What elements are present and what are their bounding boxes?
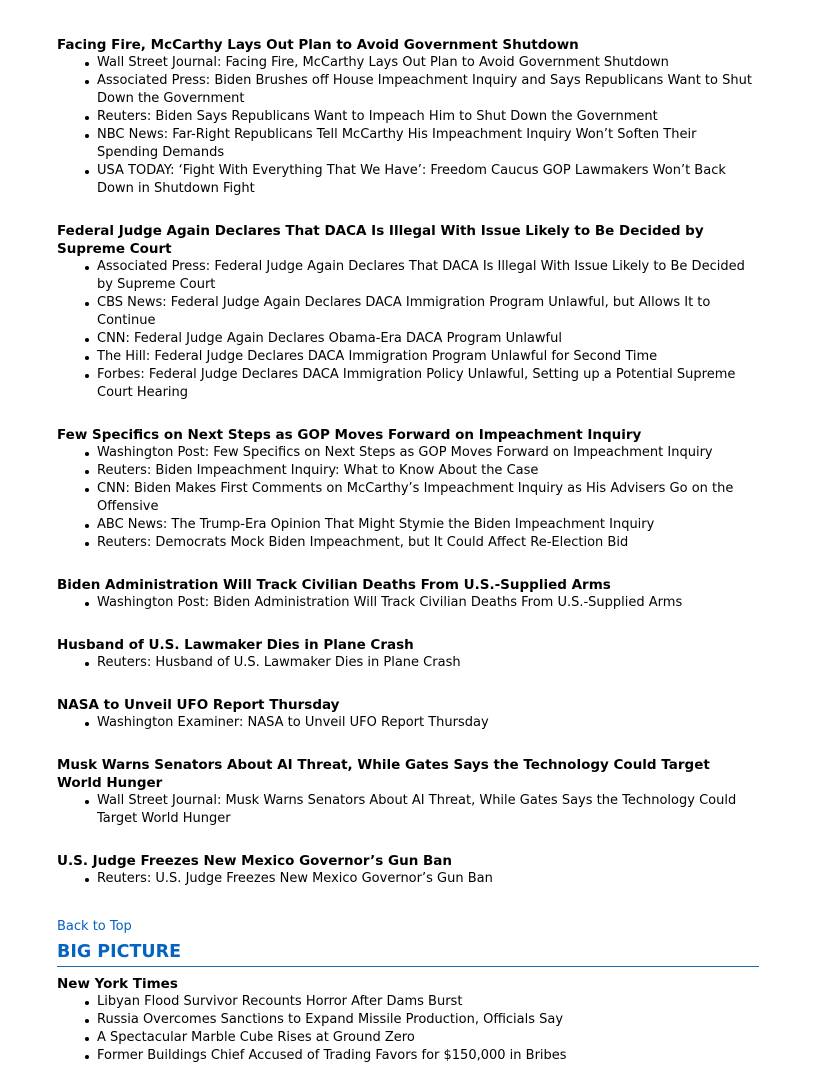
story-link-list	[57, 444, 759, 552]
story-block	[57, 36, 759, 198]
story-link-list	[57, 714, 759, 732]
story-link-list	[57, 54, 759, 198]
section-heading-big-picture: BIG PICTURE	[57, 940, 759, 967]
story-list	[57, 36, 759, 888]
story-link-item[interactable]: Reuters: Biden Impeachment Inquiry: What to Know About the Case	[97, 462, 759, 480]
story-link-item[interactable]: ABC News: The Trump-Era Opinion That Might Stymie the Biden Impeachment Inquiry	[97, 516, 759, 534]
story-link-item[interactable]: Reuters: U.S. Judge Freezes New Mexico Governor’s Gun Ban	[97, 870, 759, 888]
story-link-item[interactable]: Washington Post: Biden Administration Will Track Civilian Deaths From U.S.-Supplied Arms	[97, 594, 759, 612]
story-link-list	[57, 654, 759, 672]
story-headline: NASA to Unveil UFO Report Thursday	[57, 697, 340, 713]
story-block	[57, 576, 759, 612]
story-headline: Musk Warns Senators About AI Threat, While Gates Says the Technology Could Target World Hunger	[57, 757, 710, 791]
story-link-item[interactable]: CBS News: Federal Judge Again Declares DACA Immigration Program Unlawful, but Allows It to Continue	[97, 294, 759, 330]
story-block	[57, 222, 759, 402]
story-link-item[interactable]: Reuters: Democrats Mock Biden Impeachment, but It Could Affect Re-Election Bid	[97, 534, 759, 552]
story-link-item[interactable]: NBC News: Far-Right Republicans Tell McCarthy His Impeachment Inquiry Won’t Soften Their Spending Demands	[97, 126, 759, 162]
story-link-item[interactable]: CNN: Biden Makes First Comments on McCarthy’s Impeachment Inquiry as His Advisers Go on the Offensive	[97, 480, 759, 516]
story-headline: Husband of U.S. Lawmaker Dies in Plane Crash	[57, 637, 414, 653]
story-block	[57, 756, 759, 828]
story-link-item[interactable]: Wall Street Journal: Facing Fire, McCarthy Lays Out Plan to Avoid Government Shutdown	[97, 54, 759, 72]
story-link-item[interactable]: Washington Post: Few Specifics on Next Steps as GOP Moves Forward on Impeachment Inquiry	[97, 444, 759, 462]
story-block	[57, 852, 759, 888]
story-link-item[interactable]: USA TODAY: ‘Fight With Everything That We Have’: Freedom Caucus GOP Lawmakers Won’t Back Down in Shutdown Fight	[97, 162, 759, 198]
story-headline: Few Specifics on Next Steps as GOP Moves Forward on Impeachment Inquiry	[57, 427, 642, 443]
story-headline: Biden Administration Will Track Civilian Deaths From U.S.-Supplied Arms	[57, 577, 611, 593]
story-link-item[interactable]: Washington Examiner: NASA to Unveil UFO Report Thursday	[97, 714, 759, 732]
big-picture-link-item[interactable]: Former Buildings Chief Accused of Trading Favors for $150,000 in Bribes	[97, 1047, 759, 1065]
story-link-item[interactable]: Reuters: Husband of U.S. Lawmaker Dies in Plane Crash	[97, 654, 759, 672]
story-link-list	[57, 792, 759, 828]
story-link-list	[57, 870, 759, 888]
big-picture-link-item[interactable]: A Spectacular Marble Cube Rises at Ground Zero	[97, 1029, 759, 1047]
big-picture-link-list	[57, 993, 759, 1065]
story-headline: Facing Fire, McCarthy Lays Out Plan to Avoid Government Shutdown	[57, 37, 579, 53]
story-link-item[interactable]: Forbes: Federal Judge Declares DACA Immigration Policy Unlawful, Setting up a Potential Supreme Court Hearing	[97, 366, 759, 402]
story-link-item[interactable]: CNN: Federal Judge Again Declares Obama-Era DACA Program Unlawful	[97, 330, 759, 348]
story-link-item[interactable]: The Hill: Federal Judge Declares DACA Immigration Program Unlawful for Second Time	[97, 348, 759, 366]
story-link-item[interactable]: Associated Press: Biden Brushes off House Impeachment Inquiry and Says Republicans Want to Shut Down the Government	[97, 72, 759, 108]
story-block	[57, 426, 759, 552]
story-headline: Federal Judge Again Declares That DACA Is Illegal With Issue Likely to Be Decided by Supreme Court	[57, 223, 704, 257]
story-block	[57, 636, 759, 672]
story-link-list	[57, 258, 759, 402]
source-title: New York Times	[57, 976, 178, 992]
story-link-item[interactable]: Associated Press: Federal Judge Again Declares That DACA Is Illegal With Issue Likely to Be Decided by Supreme Court	[97, 258, 759, 294]
story-headline: U.S. Judge Freezes New Mexico Governor’s Gun Ban	[57, 853, 453, 869]
big-picture-link-item[interactable]: Russia Overcomes Sanctions to Expand Missile Production, Officials Say	[97, 1011, 759, 1029]
big-picture-link-item[interactable]: Libyan Flood Survivor Recounts Horror After Dams Burst	[97, 993, 759, 1011]
story-block	[57, 696, 759, 732]
story-link-item[interactable]: Wall Street Journal: Musk Warns Senators About AI Threat, While Gates Says the Technology Could Target World Hunger	[97, 792, 759, 828]
story-link-item[interactable]: Reuters: Biden Says Republicans Want to Impeach Him to Shut Down the Government	[97, 108, 759, 126]
story-link-list	[57, 594, 759, 612]
back-to-top-link[interactable]: Back to Top	[57, 919, 132, 934]
